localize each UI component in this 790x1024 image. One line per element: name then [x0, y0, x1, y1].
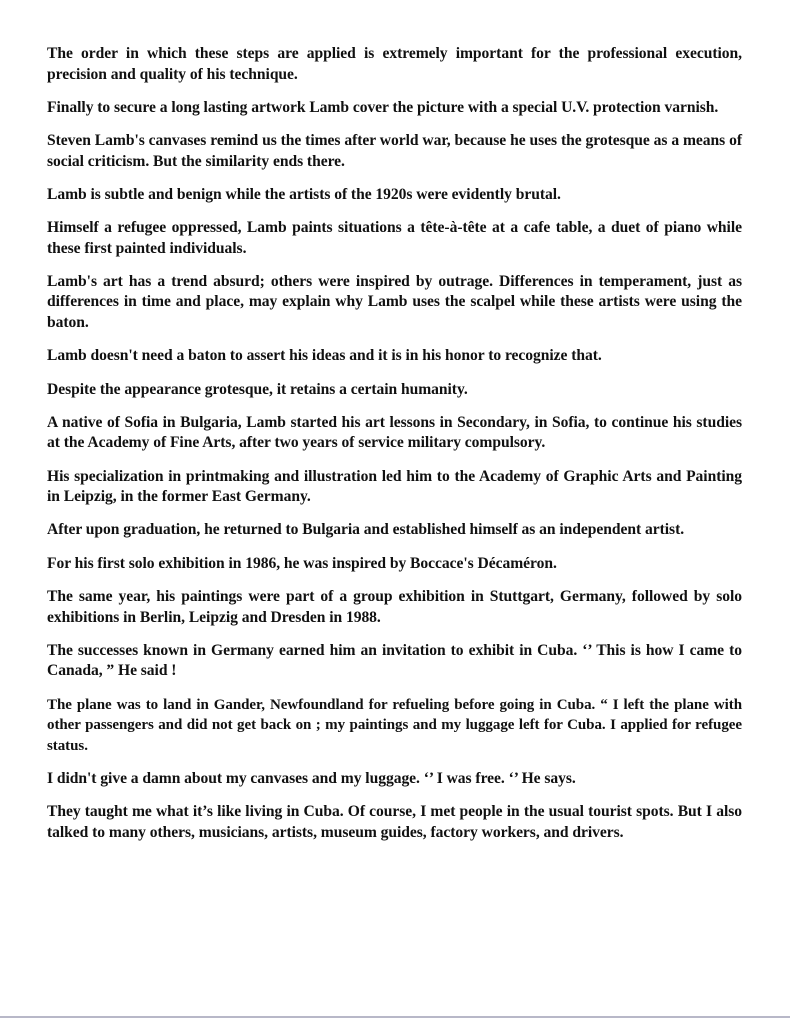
- paragraph-humanity: Despite the appearance grotesque, it retains a certain humanity.: [47, 380, 468, 398]
- paragraph-technique-order: The order in which these steps are applied is extremely important for the professional execution, precision and quality of his technique.: [47, 45, 742, 83]
- paragraph-free: I didn't give a damn about my canvases and my luggage. ‘’ I was free. ‘’ He says.: [47, 769, 576, 787]
- paragraph-baton: Lamb doesn't need a baton to assert his ideas and it is in his honor to recognize that.: [47, 347, 602, 365]
- paragraph-native-sofia: A native of Sofia in Bulgaria, Lamb started his art lessons in Secondary, in Sofia, to continue his studies at the Academy of Fine Arts, after two years of service military compulsory.: [47, 413, 742, 452]
- paragraph-grotesque-criticism: Steven Lamb's canvases remind us the times after world war, because he uses the grotesque as a means of social criticism. But the similarity ends there.: [47, 132, 742, 170]
- paragraph-subtle-benign: Lamb is subtle and benign while the artists of the 1920s were evidently brutal.: [47, 185, 561, 203]
- paragraph-gander-landing: The plane was to land in Gander, Newfoundland for refueling before going in Cuba. “ I left the plane with other passengers and did not get back on ; my paintings and my luggage left for Cuba. I applied for refugee status.: [47, 696, 742, 754]
- paragraph-first-solo: For his first solo exhibition in 1986, he was inspired by Boccace's Décaméron.: [47, 554, 557, 572]
- paragraph-trend-absurd: Lamb's art has a trend absurd; others were inspired by outrage. Differences in temperament, just as differences in time and place, may explain why Lamb uses the scalpel while these artists were using the baton.: [47, 272, 742, 331]
- paragraph-living-cuba: They taught me what it’s like living in Cuba. Of course, I met people in the usual tourist spots. But I also talked to many others, musicians, artists, museum guides, factory workers, and drivers.: [47, 803, 742, 841]
- paragraph-refugee-situations: Himself a refugee oppressed, Lamb paints situations a tête-à-tête at a cafe table, a duet of piano while these first painted individuals.: [47, 219, 742, 257]
- paragraph-group-exhibition: The same year, his paintings were part of a group exhibition in Stuttgart, Germany, followed by solo exhibitions in Berlin, Leipzig and Dresden in 1988.: [47, 588, 742, 626]
- document-page: [47, 44, 742, 856]
- paragraph-cuba-invitation: The successes known in Germany earned him an invitation to exhibit in Cuba. ‘’ This is how I came to Canada, ” He said !: [47, 641, 742, 680]
- bottom-scan-edge: [0, 1016, 790, 1018]
- paragraph-specialization: His specialization in printmaking and illustration led him to the Academy of Graphic Arts and Painting in Leipzig, in the former East Germany.: [47, 467, 742, 506]
- paragraph-uv-varnish: Finally to secure a long lasting artwork Lamb cover the picture with a special U.V. protection varnish.: [47, 98, 719, 116]
- paragraph-graduation: After upon graduation, he returned to Bulgaria and established himself as an independent artist.: [47, 521, 685, 539]
